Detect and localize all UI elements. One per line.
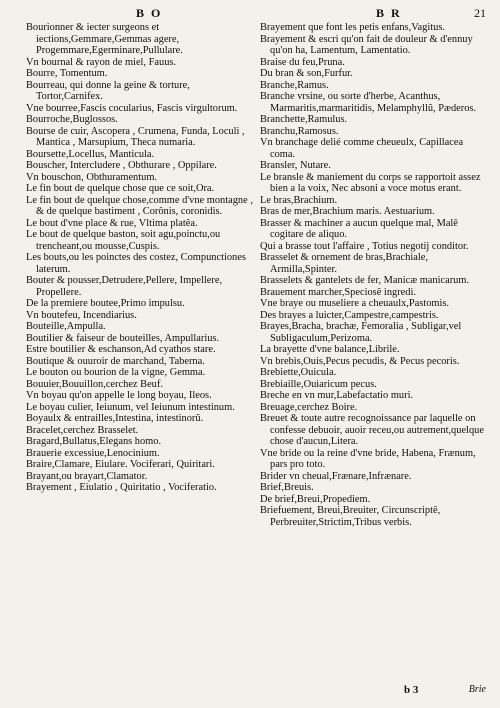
dictionary-entry: Le bras,Brachium.	[260, 194, 338, 206]
dictionary-entry: La brayette d'vne balance,Librile.	[260, 344, 400, 355]
signature-mark: b 3	[404, 684, 419, 696]
dictionary-entry: Branchette,Ramulus.	[260, 114, 348, 125]
dictionary-entry: Brebiaille,Ouiaricum pecus.	[260, 378, 377, 390]
dictionary-entry: Brief,Breuis.	[260, 482, 314, 493]
dictionary-entry: Brayant,ou brayart,Clamator.	[26, 470, 148, 482]
dictionary-entry: Bourionner & iecter surgeons et iections,Gemmare,Gemmas agere, Progemmare,Egerminare,Pullulare.	[26, 22, 183, 56]
dictionary-entry: Estre boutilier & eschanson,Ad cyathos stare.	[26, 344, 216, 355]
dictionary-entry: Branchu,Ramosus.	[260, 125, 339, 137]
dictionary-entry: Brider vn cheual,Frænare,Infrænare.	[260, 470, 412, 482]
dictionary-entry: Le boyau culier, Ieiunum, vel Ieiunum intestinum.	[26, 401, 235, 413]
dictionary-entry: Bourreau, qui donne la geine & torture, Tortor,Carnifex.	[26, 79, 190, 102]
dictionary-entry: Brayement & escri qu'on fait de douleur & d'ennuy qu'on ha, Lamentum, Lamentatio.	[260, 33, 473, 56]
left-running-head: B O	[136, 6, 163, 20]
dictionary-entry: Le bout d'vne place & rue, Vltima platêa.	[26, 217, 198, 229]
page-footer	[26, 684, 486, 698]
dictionary-entry: Brasselets & gantelets de fer, Manicæ manicarum.	[260, 275, 470, 286]
dictionary-entry: Qui a brasse tout l'affaire , Totius negotij conditor.	[260, 240, 469, 252]
dictionary-entry: Braise du feu,Pruna.	[260, 56, 345, 68]
dictionary-entry: Le fin bout de quelque chose,comme d'vne montagne , & de quelque bastiment , Corônis, coronidis.	[26, 194, 253, 217]
dictionary-entry: Breuage,cerchez Boire.	[260, 401, 358, 413]
right-column	[260, 22, 488, 528]
dictionary-entry: Bourse de cuir, Ascopera , Crumena, Funda, Loculi , Mantica , Marsupium, Theca numaria.	[26, 125, 245, 148]
dictionary-entry: Vn boyau qu'on appelle le long boyau, Ileos.	[26, 390, 212, 401]
left-column	[26, 22, 254, 494]
dictionary-entry: Briefuement, Breui,Breuiter, Circunscriptê, Perbreuiter,Strictim,Tribus verbis.	[260, 505, 441, 528]
dictionary-entry: Vn brebis,Ouis,Pecus pecudis, & Pecus pecoris.	[260, 355, 460, 367]
dictionary-entry: Brebiette,Ouicula.	[260, 367, 337, 378]
dictionary-entry: Bouteille,Ampulla.	[26, 321, 106, 332]
dictionary-entry: Boyaulx & entrailles,Intestina, intestinorũ.	[26, 413, 204, 424]
dictionary-entry: Vn bouschon, Obthuramentum.	[26, 171, 158, 183]
dictionary-entry: Brauement marcher,Speciosê ingredi.	[260, 286, 416, 298]
dictionary-entry: Vne bride ou la reine d'vne bride, Habena, Frænum, pars pro toto.	[260, 447, 476, 470]
running-header	[26, 6, 486, 20]
dictionary-entry: Bouter & pousser,Detrudere,Pellere, Impellere, Propellere.	[26, 275, 223, 298]
dictionary-entry: Branche,Ramus.	[260, 79, 329, 91]
dictionary-entry: Breche en vn mur,Labefactatio muri.	[260, 390, 414, 401]
dictionary-entry: Bransler, Nutare.	[260, 160, 331, 171]
dictionary-entry: Braire,Clamare, Eiulare. Vociferari, Quiritari.	[26, 459, 215, 470]
dictionary-entry: Brasselet & ornement de bras,Brachiale, Armilla,Spinter.	[260, 252, 428, 275]
dictionary-entry: Le bout de quelque baston, soit agu,poinctu,ou trencheant,ou mousse,Cuspis.	[26, 229, 221, 252]
dictionary-entry: Brasser & machiner a aucun quelque mal, Malê cogitare de aliquo.	[260, 217, 458, 240]
right-running-head: B R	[376, 6, 402, 20]
dictionary-entry: Bras de mer,Brachium maris. Aestuarium.	[260, 206, 435, 217]
dictionary-entry: Les bouts,ou les poinctes des costez, Compunctiones laterum.	[26, 252, 246, 275]
dictionary-entry: Vne braye ou museliere a cheuaulx,Pastomis.	[260, 298, 449, 309]
dictionary-entry: Le bransle & maniement du corps se rapportoit assez bien a la voix, Nec absoni a voce motus erant.	[260, 171, 481, 194]
dictionary-entry: Boursette,Locellus, Manticula.	[26, 148, 155, 160]
dictionary-entry: Boutique & ouuroir de marchand, Taberna.	[26, 355, 205, 367]
dictionary-entry: De brief,Breui,Propediem.	[260, 493, 371, 505]
dictionary-entry: Brayes,Bracha, brachæ, Femoralia , Subligar,vel Subligaculum,Perizoma.	[260, 321, 462, 344]
dictionary-entry: Breuet & toute autre recognoissance par laquelle on confesse debuoir, auoir receu,ou autrement,quelque chose d'aucun,Litera.	[260, 413, 484, 447]
dictionary-entry: Bracelet,cerchez Brasselet.	[26, 424, 139, 436]
dictionary-entry: Brayement , Eiulatio , Quiritatio , Vociferatio.	[26, 482, 217, 493]
dictionary-entry: Bouuier,Bouuillon,cerchez Beuf.	[26, 378, 163, 390]
dictionary-entry: Vn branchage delié comme cheueulx, Capillacea coma.	[260, 137, 464, 160]
page-number: 21	[474, 6, 486, 20]
dictionary-entry: Le bouton ou bourion de la vigne, Gemma.	[26, 367, 206, 378]
dictionary-entry: Du bran & son,Furfur.	[260, 68, 353, 79]
dictionary-entry: Bragard,Bullatus,Elegans homo.	[26, 436, 162, 447]
dictionary-entry: Branche vrsine, ou sorte d'herbe, Acanthus, Marmaritis,marmaritidis, Melamphyllũ, Pæderos.	[260, 91, 477, 114]
dictionary-entry: Bourre, Tomentum.	[26, 68, 108, 79]
dictionary-entry: Bourroche,Buglossos.	[26, 114, 118, 125]
dictionary-entry: Des brayes a luicter,Campestre,campestris.	[260, 309, 439, 321]
dictionary-entry: Le fin bout de quelque chose que ce soit,Ora.	[26, 183, 215, 194]
dictionary-entry: Boutilier & faiseur de bouteilles, Ampullarius.	[26, 332, 220, 344]
catchword: Brie	[468, 684, 486, 695]
dictionary-entry: Brauerie excessiue,Lenocinium.	[26, 447, 160, 459]
dictionary-entry: Vn bournal & rayon de miel, Fauus.	[26, 56, 177, 68]
dictionary-entry: De la premiere boutee,Primo impulsu.	[26, 298, 185, 309]
dictionary-entry: Vn boutefeu, Incendiarius.	[26, 309, 137, 321]
dictionary-entry: Vne bourree,Fascis cocularius, Fascis virgultorum.	[26, 102, 238, 114]
dictionary-entry: Bouscher, Intercludere , Obthurare , Oppilare.	[26, 160, 217, 171]
dictionary-entry: Brayement que font les petis enfans,Vagitus.	[260, 22, 445, 33]
